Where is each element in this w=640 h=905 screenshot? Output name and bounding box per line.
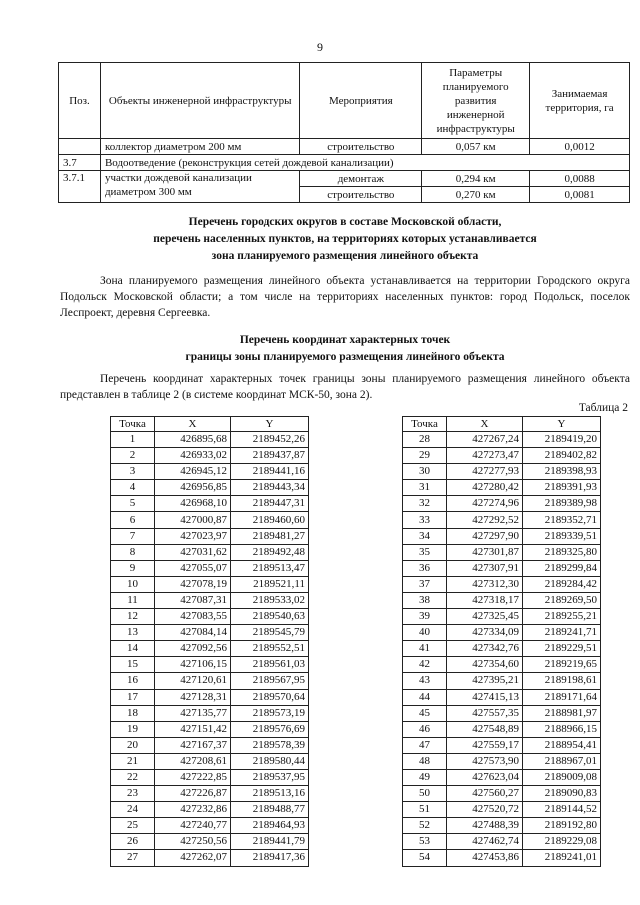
header-y: Y [523,417,601,432]
point-cell: 54 [403,850,447,866]
table-row [403,480,601,496]
table-row [403,786,601,802]
x-cell: 427240,77 [155,818,231,834]
table-row [111,753,309,769]
table-row [403,802,601,818]
point-cell: 4 [111,480,155,496]
x-cell: 427023,97 [155,528,231,544]
y-cell: 2189492,48 [231,544,309,560]
point-cell: 25 [111,818,155,834]
x-cell: 427000,87 [155,512,231,528]
point-cell: 1 [111,432,155,448]
y-cell: 2189269,50 [523,592,601,608]
y-cell: 2189513,16 [231,786,309,802]
y-cell: 2189552,51 [231,641,309,657]
point-cell: 20 [111,737,155,753]
header-objects: Объекты инженерной инфраструктуры [100,63,300,139]
action-cell: строительство [300,187,422,203]
y-cell: 2189417,36 [231,850,309,866]
table-row [59,139,630,155]
paragraph-text: Зона планируемого размещения линейного объекта устанавливается на территории Городского округа Подольск Московской области; а том числе на территориях населенных пунктов: город Подольск, поселок Леспроект, деревня Сергеевка. [60,275,630,319]
section2-title [60,332,630,366]
x-cell: 427325,45 [447,609,523,625]
x-cell: 427312,30 [447,576,523,592]
point-cell: 29 [403,448,447,464]
table-row [403,448,601,464]
table-row [403,641,601,657]
x-cell: 427128,31 [155,689,231,705]
table-row [111,609,309,625]
table-row [403,512,601,528]
x-cell: 427078,19 [155,576,231,592]
title-line: Перечень координат характерных точек [239,334,451,346]
table-row [403,657,601,673]
x-cell: 427415,13 [447,689,523,705]
point-cell: 27 [111,850,155,866]
x-cell: 427559,17 [447,737,523,753]
point-cell: 46 [403,721,447,737]
point-cell: 31 [403,480,447,496]
y-cell: 2189443,34 [231,480,309,496]
object-cell: коллектор диаметром 200 мм [100,139,300,155]
point-cell: 33 [403,512,447,528]
y-cell: 2189171,64 [523,689,601,705]
table-row [111,737,309,753]
table-row [403,432,601,448]
table-row [111,834,309,850]
y-cell: 2189325,80 [523,544,601,560]
point-cell: 28 [403,432,447,448]
point-cell: 7 [111,528,155,544]
y-cell: 2189241,01 [523,850,601,866]
y-cell: 2189447,31 [231,496,309,512]
point-cell: 42 [403,657,447,673]
header-actions: Мероприятия [300,63,422,139]
x-cell: 427395,21 [447,673,523,689]
y-cell: 2189513,47 [231,560,309,576]
point-cell: 22 [111,769,155,785]
point-cell: 16 [111,673,155,689]
point-cell: 12 [111,609,155,625]
header-point: Точка [111,417,155,432]
table-row [403,753,601,769]
point-cell: 30 [403,464,447,480]
x-cell: 427342,76 [447,641,523,657]
point-cell: 43 [403,673,447,689]
x-cell: 427226,87 [155,786,231,802]
title-line: границы зоны планируемого размещения линейного объекта [185,351,505,363]
table-row [111,432,309,448]
y-cell: 2188966,15 [523,721,601,737]
area-cell: 0,0012 [530,139,630,155]
x-cell: 427354,60 [447,657,523,673]
param-cell: 0,294 км [422,171,530,187]
point-cell: 34 [403,528,447,544]
table-row [403,609,601,625]
table-row [111,544,309,560]
header-x: X [447,417,523,432]
y-cell: 2189561,03 [231,657,309,673]
x-cell: 426956,85 [155,480,231,496]
y-cell: 2189452,26 [231,432,309,448]
table-row [111,480,309,496]
point-cell: 44 [403,689,447,705]
header-area: Занимаемая территория, га [530,63,630,139]
table-row [403,544,601,560]
param-cell: 0,270 км [422,187,530,203]
point-cell: 26 [111,834,155,850]
point-cell: 5 [111,496,155,512]
y-cell: 2189441,16 [231,464,309,480]
header-y: Y [231,417,309,432]
y-cell: 2189464,93 [231,818,309,834]
x-cell: 427623,04 [447,769,523,785]
point-cell: 8 [111,544,155,560]
table-row [403,721,601,737]
table-row [403,496,601,512]
paragraph-text: Перечень координат характерных точек границы зоны планируемого размещения линейного объекта представлен в таблице 2 (в системе координат МСК-50, зона 2). [60,373,630,401]
point-cell: 9 [111,560,155,576]
x-cell: 427273,47 [447,448,523,464]
x-cell: 427277,93 [447,464,523,480]
x-cell: 427301,87 [447,544,523,560]
y-cell: 2189570,64 [231,689,309,705]
table-row [111,625,309,641]
x-cell: 427548,89 [447,721,523,737]
table-caption: Таблица 2 [578,402,628,414]
point-cell: 47 [403,737,447,753]
point-cell: 53 [403,834,447,850]
table-row [111,769,309,785]
x-cell: 427055,07 [155,560,231,576]
x-cell: 427222,85 [155,769,231,785]
x-cell: 427106,15 [155,657,231,673]
point-cell: 51 [403,802,447,818]
table-row [111,496,309,512]
x-cell: 427307,91 [447,560,523,576]
y-cell: 2189441,79 [231,834,309,850]
y-cell: 2189198,61 [523,673,601,689]
x-cell: 427274,96 [447,496,523,512]
y-cell: 2189580,44 [231,753,309,769]
x-cell: 427280,42 [447,480,523,496]
x-cell: 427208,61 [155,753,231,769]
y-cell: 2189521,11 [231,576,309,592]
y-cell: 2189576,69 [231,721,309,737]
point-cell: 2 [111,448,155,464]
title-line: зона планируемого размещения линейного объекта [211,250,479,262]
table-row [111,786,309,802]
table-row [111,721,309,737]
section-cell: Водоотведение (реконструкция сетей дождевой канализации) [100,155,629,171]
y-cell: 2189540,63 [231,609,309,625]
point-cell: 23 [111,786,155,802]
table-row [111,850,309,866]
table-row [59,171,630,187]
y-cell: 2189229,51 [523,641,601,657]
table-row [111,560,309,576]
table-row [403,576,601,592]
x-cell: 427087,31 [155,592,231,608]
x-cell: 427453,86 [447,850,523,866]
x-cell: 427292,52 [447,512,523,528]
point-cell: 48 [403,753,447,769]
x-cell: 427297,90 [447,528,523,544]
y-cell: 2189192,80 [523,818,601,834]
section1-paragraph [60,273,630,321]
table-row [403,625,601,641]
table-row [403,592,601,608]
action-cell: демонтаж [300,171,422,187]
point-cell: 3 [111,464,155,480]
y-cell: 2189419,20 [523,432,601,448]
y-cell: 2189437,87 [231,448,309,464]
point-cell: 38 [403,592,447,608]
coordinates-table-right [402,416,601,867]
table-row [403,689,601,705]
y-cell: 2189533,02 [231,592,309,608]
point-cell: 21 [111,753,155,769]
table-row [403,737,601,753]
x-cell: 427560,27 [447,786,523,802]
table-row [111,802,309,818]
point-cell: 15 [111,657,155,673]
table-row [111,689,309,705]
table-row [403,560,601,576]
point-cell: 50 [403,786,447,802]
table-row [111,818,309,834]
x-cell: 427092,56 [155,641,231,657]
table-row [111,673,309,689]
table-row [111,512,309,528]
y-cell: 2189255,21 [523,609,601,625]
y-cell: 2188967,01 [523,753,601,769]
table-row [59,155,630,171]
y-cell: 2189537,95 [231,769,309,785]
x-cell: 427084,14 [155,625,231,641]
y-cell: 2189567,95 [231,673,309,689]
table-row [403,464,601,480]
x-cell: 427250,56 [155,834,231,850]
point-cell: 24 [111,802,155,818]
x-cell: 427557,35 [447,705,523,721]
object-cell: участки дождевой канализации диаметром 300 мм [100,171,300,203]
y-cell: 2189299,84 [523,560,601,576]
infrastructure-table [58,62,630,203]
x-cell: 427318,17 [447,592,523,608]
x-cell: 426968,10 [155,496,231,512]
page-number: 9 [317,40,323,54]
x-cell: 427488,39 [447,818,523,834]
point-cell: 6 [111,512,155,528]
x-cell: 427267,24 [447,432,523,448]
point-cell: 35 [403,544,447,560]
x-cell: 427262,07 [155,850,231,866]
table-row [111,576,309,592]
x-cell: 427031,62 [155,544,231,560]
x-cell: 426895,68 [155,432,231,448]
point-cell: 52 [403,818,447,834]
table-row [403,528,601,544]
point-cell: 18 [111,705,155,721]
y-cell: 2189389,98 [523,496,601,512]
point-cell: 32 [403,496,447,512]
table-row [403,850,601,866]
table-row [111,705,309,721]
y-cell: 2189391,93 [523,480,601,496]
y-cell: 2189009,08 [523,769,601,785]
table-row [403,705,601,721]
x-cell: 427334,09 [447,625,523,641]
y-cell: 2189398,93 [523,464,601,480]
point-cell: 14 [111,641,155,657]
x-cell: 427520,72 [447,802,523,818]
y-cell: 2189229,08 [523,834,601,850]
x-cell: 427462,74 [447,834,523,850]
table-row [403,673,601,689]
action-cell: строительство [300,139,422,155]
x-cell: 427083,55 [155,609,231,625]
title-line: Перечень городских округов в составе Московской области, [188,216,502,228]
header-point: Точка [403,417,447,432]
y-cell: 2189545,79 [231,625,309,641]
point-cell: 37 [403,576,447,592]
point-cell: 10 [111,576,155,592]
y-cell: 2189284,42 [523,576,601,592]
area-cell: 0,0088 [530,171,630,187]
y-cell: 2189578,39 [231,737,309,753]
y-cell: 2189339,51 [523,528,601,544]
y-cell: 2189573,19 [231,705,309,721]
y-cell: 2189219,65 [523,657,601,673]
param-cell: 0,057 км [422,139,530,155]
y-cell: 2189488,77 [231,802,309,818]
table-row [111,641,309,657]
header-params: Параметры планируемого развития инженерной инфраструктуры [422,63,530,139]
x-cell: 426933,02 [155,448,231,464]
point-cell: 19 [111,721,155,737]
table-row [111,464,309,480]
y-cell: 2189481,27 [231,528,309,544]
header-x: X [155,417,231,432]
point-cell: 11 [111,592,155,608]
table-row [111,528,309,544]
table-row [111,448,309,464]
x-cell: 427232,86 [155,802,231,818]
point-cell: 17 [111,689,155,705]
pos-cell: 3.7 [59,155,101,171]
table-row [403,834,601,850]
x-cell: 427151,42 [155,721,231,737]
y-cell: 2188981,97 [523,705,601,721]
y-cell: 2188954,41 [523,737,601,753]
coordinates-table-left [110,416,309,867]
y-cell: 2189241,71 [523,625,601,641]
table-row [111,592,309,608]
point-cell: 39 [403,609,447,625]
section2-paragraph [60,371,630,403]
x-cell: 427573,90 [447,753,523,769]
y-cell: 2189402,82 [523,448,601,464]
x-cell: 427120,61 [155,673,231,689]
pos-cell: 3.7.1 [59,171,101,203]
point-cell: 13 [111,625,155,641]
area-cell: 0,0081 [530,187,630,203]
point-cell: 41 [403,641,447,657]
section1-title [60,214,630,265]
x-cell: 427135,77 [155,705,231,721]
title-line: перечень населенных пунктов, на территориях которых устанавливается [153,233,537,245]
y-cell: 2189090,83 [523,786,601,802]
table-row [403,769,601,785]
header-pos: Поз. [59,63,101,139]
y-cell: 2189144,52 [523,802,601,818]
point-cell: 40 [403,625,447,641]
y-cell: 2189352,71 [523,512,601,528]
table-row [111,657,309,673]
x-cell: 427167,37 [155,737,231,753]
table-row [403,818,601,834]
point-cell: 45 [403,705,447,721]
x-cell: 426945,12 [155,464,231,480]
point-cell: 49 [403,769,447,785]
y-cell: 2189460,60 [231,512,309,528]
point-cell: 36 [403,560,447,576]
